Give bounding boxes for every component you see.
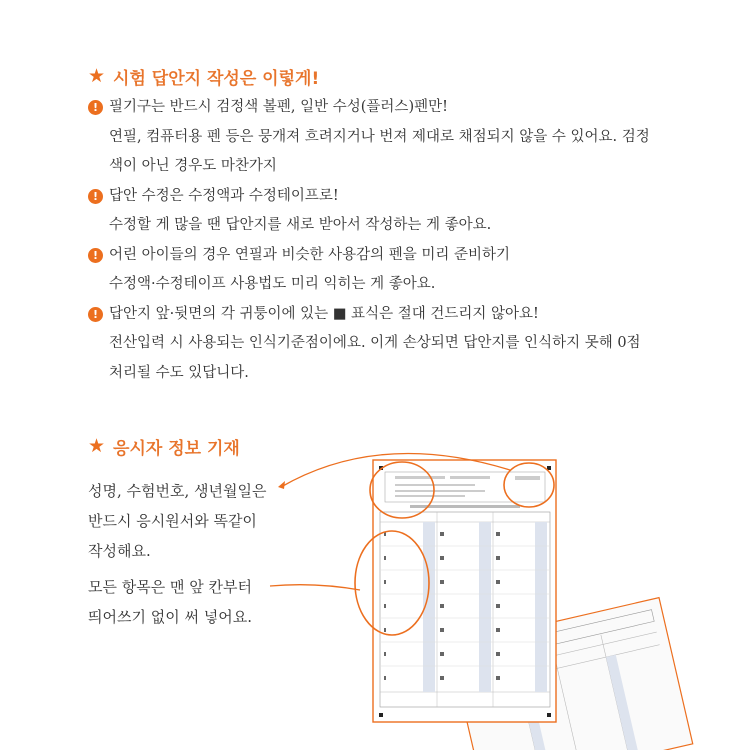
exclamation-circle-icon: ! xyxy=(88,100,103,115)
note-line: 작성해요. xyxy=(88,542,151,560)
front-answer-sheet xyxy=(373,460,556,722)
note-line: 반드시 응시원서와 똑같이 xyxy=(88,512,257,530)
tip-detail: 전산입력 시 사용되는 인식기준점이에요. 이게 손상되면 답안지를 인식하지 못해 0점 xyxy=(109,335,641,351)
note-line: 모든 항목은 맨 앞 칸부터 xyxy=(88,578,252,596)
section2-heading-text: 응시자 정보 기재 xyxy=(113,439,240,459)
tip-detail: 연필, 컴퓨터용 펜 등은 뭉개져 흐려지거나 번져 제대로 채점되지 않을 수 있어요. 검정 xyxy=(109,128,650,145)
star-icon: ★ xyxy=(88,435,106,457)
tip-title: 답안지 앞·뒷면의 각 귀퉁이에 있는 ■ 표식은 절대 건드리지 않아요! xyxy=(109,305,539,322)
tip-detail: 수정할 게 많을 땐 답안지를 새로 받아서 작성하는 게 좋아요. xyxy=(109,217,492,233)
arrow-connector xyxy=(270,585,360,590)
exclamation-circle-icon: ! xyxy=(88,248,103,263)
tip-title: 필기구는 반드시 검정색 볼펜, 일반 수성(플러스)펜만! xyxy=(109,99,448,115)
tip-detail: 수정액·수정테이프 사용법도 미리 익히는 게 좋아요. xyxy=(109,276,436,292)
note-line: 띄어쓰기 없이 써 넣어요. xyxy=(88,608,252,626)
exclamation-circle-icon: ! xyxy=(88,307,103,322)
tip-detail: 색이 아닌 경우도 마찬가지 xyxy=(109,158,277,174)
arrow-connector xyxy=(278,481,285,489)
tip-title: 답안 수정은 수정액과 수정테이프로! xyxy=(109,187,339,204)
exclamation-circle-icon: ! xyxy=(88,189,103,204)
note-line: 성명, 수험번호, 생년월일은 xyxy=(88,482,267,500)
section1-heading-text: 시험 답안지 작성은 이렇게! xyxy=(113,69,320,89)
tip-detail: 처리될 수도 있답니다. xyxy=(109,364,249,381)
star-icon: ★ xyxy=(88,65,106,87)
tip-title: 어린 아이들의 경우 연필과 비슷한 사용감의 펜을 미리 준비하기 xyxy=(109,246,511,263)
